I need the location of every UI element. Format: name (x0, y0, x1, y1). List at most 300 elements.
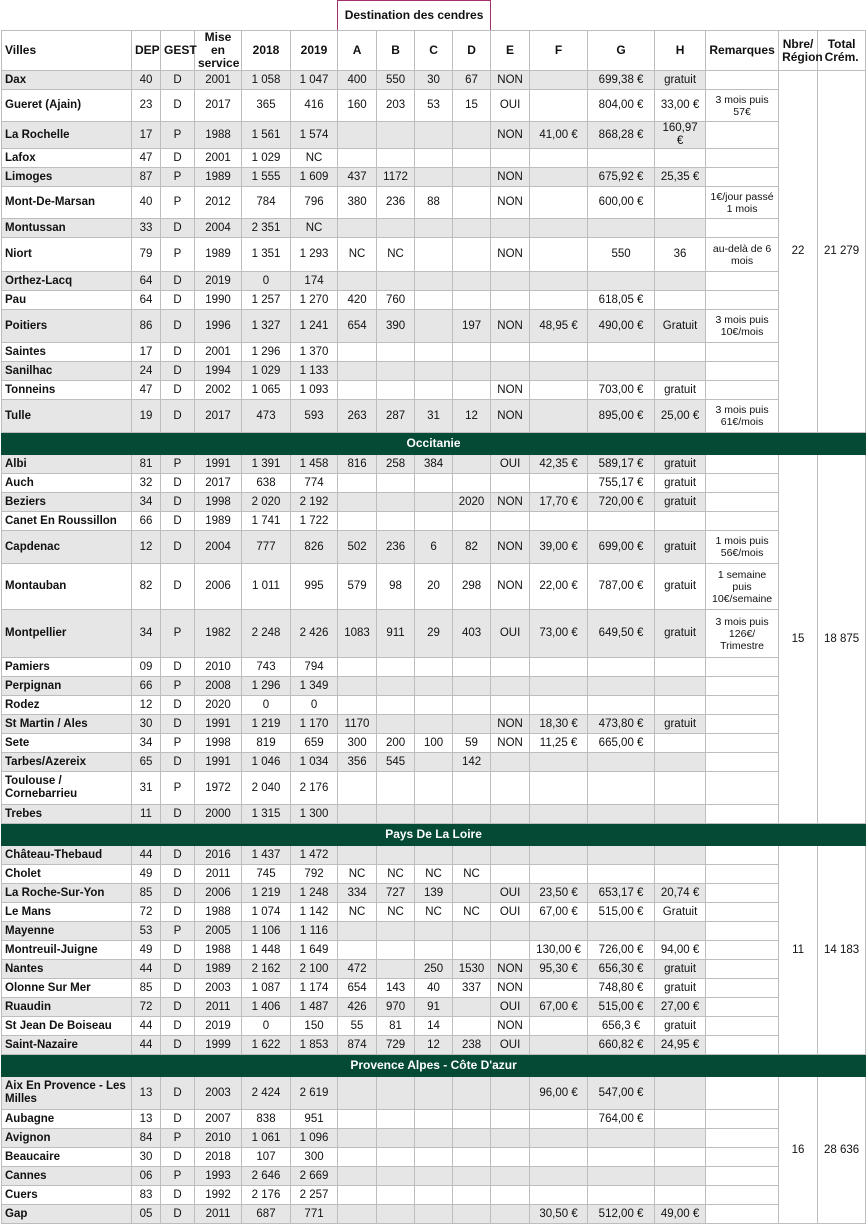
cell-gest: D (161, 805, 195, 824)
cell-a (338, 772, 377, 805)
cell-ville: Le Mans (2, 903, 132, 922)
cell-ville: La Roche-Sur-Yon (2, 884, 132, 903)
cell-y2019: 2 669 (291, 1167, 338, 1186)
cell-dep: 33 (132, 219, 161, 238)
cell-g (588, 805, 655, 824)
cell-y2018: 1 219 (242, 884, 291, 903)
cell-e (491, 149, 530, 168)
table-row (2, 1017, 866, 1036)
cell-f (530, 753, 588, 772)
cell-dep: 64 (132, 291, 161, 310)
cell-b: NC (377, 865, 415, 884)
cell-mise: 2020 (195, 696, 242, 715)
cell-b: 258 (377, 455, 415, 474)
cell-gest: D (161, 310, 195, 343)
cell-f (530, 658, 588, 677)
cell-f: 130,00 € (530, 941, 588, 960)
table-row (2, 168, 866, 187)
cell-h (655, 922, 706, 941)
cell-h (655, 149, 706, 168)
cell-d: 82 (453, 531, 491, 564)
cell-remarques (706, 734, 779, 753)
cell-d (453, 715, 491, 734)
cell-d (453, 1167, 491, 1186)
cell-ville: Sete (2, 734, 132, 753)
cell-y2018: 1 257 (242, 291, 291, 310)
cell-mise: 1998 (195, 734, 242, 753)
cell-y2018: 1 315 (242, 805, 291, 824)
cell-e: NON (491, 238, 530, 272)
cell-mise: 1991 (195, 753, 242, 772)
cell-nbre-region: 11 (779, 846, 818, 1055)
cell-d: 337 (453, 979, 491, 998)
cell-gest: D (161, 381, 195, 400)
cell-y2018: 1 555 (242, 168, 291, 187)
table-row (2, 1129, 866, 1148)
cell-d (453, 149, 491, 168)
cell-e: OUI (491, 884, 530, 903)
cell-remarques: 1€/jour passé 1 mois (706, 187, 779, 219)
cell-gest: D (161, 564, 195, 610)
cell-b (377, 362, 415, 381)
cell-ville: Rodez (2, 696, 132, 715)
cell-h: gratuit (655, 610, 706, 658)
col-header-ville: Villes (2, 31, 132, 71)
cell-dep: 82 (132, 564, 161, 610)
cell-y2019: 174 (291, 272, 338, 291)
cell-f: 17,70 € (530, 493, 588, 512)
cell-remarques (706, 168, 779, 187)
cell-gest: P (161, 772, 195, 805)
cell-remarques: 3 mois puis 10€/mois (706, 310, 779, 343)
cell-d (453, 1148, 491, 1167)
cell-h (655, 343, 706, 362)
cell-y2019: 1 248 (291, 884, 338, 903)
cell-f (530, 187, 588, 219)
cell-d: 403 (453, 610, 491, 658)
cell-gest: P (161, 677, 195, 696)
cell-mise: 1996 (195, 310, 242, 343)
cell-f (530, 238, 588, 272)
cell-gest: D (161, 753, 195, 772)
cell-c (415, 696, 453, 715)
cell-y2018: 2 248 (242, 610, 291, 658)
cell-ville: Nantes (2, 960, 132, 979)
cell-g (588, 846, 655, 865)
cell-e (491, 272, 530, 291)
cell-b: 760 (377, 291, 415, 310)
cell-y2019: 2 619 (291, 1077, 338, 1110)
cell-dep: 79 (132, 238, 161, 272)
cell-y2019: 1 093 (291, 381, 338, 400)
cell-total-crem: 21 279 (818, 71, 866, 433)
cell-remarques (706, 474, 779, 493)
cell-y2018: 107 (242, 1148, 291, 1167)
cell-y2018: 819 (242, 734, 291, 753)
cell-mise: 2003 (195, 1077, 242, 1110)
cell-gest: D (161, 941, 195, 960)
cell-e: NON (491, 122, 530, 149)
cell-dep: 12 (132, 531, 161, 564)
cell-y2018: 838 (242, 1110, 291, 1129)
cell-f (530, 979, 588, 998)
cell-ville: Tarbes/Azereix (2, 753, 132, 772)
cell-ville: Cannes (2, 1167, 132, 1186)
cell-gest: P (161, 122, 195, 149)
cell-dep: 05 (132, 1205, 161, 1224)
cell-ville: Niort (2, 238, 132, 272)
cell-y2018: 1 391 (242, 455, 291, 474)
cell-d (453, 1017, 491, 1036)
cell-remarques (706, 696, 779, 715)
cell-remarques (706, 865, 779, 884)
cell-dep: 24 (132, 362, 161, 381)
table-row (2, 531, 866, 564)
cell-remarques (706, 219, 779, 238)
cell-ville: Château-Thebaud (2, 846, 132, 865)
cell-h (655, 1186, 706, 1205)
cell-gest: D (161, 884, 195, 903)
cell-b (377, 805, 415, 824)
cell-b: 143 (377, 979, 415, 998)
cell-e: NON (491, 400, 530, 433)
cell-f (530, 71, 588, 90)
cell-h: 36 (655, 238, 706, 272)
cell-y2018: 1 029 (242, 149, 291, 168)
cell-gest: D (161, 658, 195, 677)
cell-y2019: 1 116 (291, 922, 338, 941)
cell-mise: 2012 (195, 187, 242, 219)
cell-c: 53 (415, 90, 453, 122)
cell-e (491, 805, 530, 824)
cell-dep: 53 (132, 922, 161, 941)
cell-mise: 2011 (195, 865, 242, 884)
cell-c (415, 381, 453, 400)
cell-a: 263 (338, 400, 377, 433)
cell-mise: 2007 (195, 1110, 242, 1129)
cell-g: 490,00 € (588, 310, 655, 343)
cell-d: 197 (453, 310, 491, 343)
table-row (2, 979, 866, 998)
cell-y2019: 774 (291, 474, 338, 493)
cell-h (655, 846, 706, 865)
cell-c (415, 474, 453, 493)
cell-d (453, 291, 491, 310)
cell-d (453, 187, 491, 219)
cell-g (588, 512, 655, 531)
cell-f (530, 1036, 588, 1055)
cell-h (655, 1077, 706, 1110)
cell-dep: 84 (132, 1129, 161, 1148)
cell-c: 20 (415, 564, 453, 610)
table-row (2, 512, 866, 531)
cell-remarques (706, 291, 779, 310)
cell-gest: D (161, 291, 195, 310)
table-row (2, 1148, 866, 1167)
cell-c: NC (415, 865, 453, 884)
cell-dep: 44 (132, 846, 161, 865)
cell-ville: Tulle (2, 400, 132, 433)
cell-dep: 34 (132, 734, 161, 753)
cell-a: 816 (338, 455, 377, 474)
table-row (2, 696, 866, 715)
cell-y2018: 777 (242, 531, 291, 564)
cell-ville: Trebes (2, 805, 132, 824)
cell-y2018: 1 074 (242, 903, 291, 922)
cell-mise: 2003 (195, 979, 242, 998)
cell-c: 6 (415, 531, 453, 564)
cell-f (530, 219, 588, 238)
cell-d: 238 (453, 1036, 491, 1055)
cell-remarques (706, 493, 779, 512)
col-header-f: F (530, 31, 588, 71)
cell-g: 755,17 € (588, 474, 655, 493)
cell-d (453, 1129, 491, 1148)
cell-remarques (706, 455, 779, 474)
cell-remarques (706, 381, 779, 400)
cell-h: gratuit (655, 455, 706, 474)
cell-g: 649,50 € (588, 610, 655, 658)
table-row (2, 610, 866, 658)
cell-a: 579 (338, 564, 377, 610)
cell-dep: 06 (132, 1167, 161, 1186)
cell-y2018: 2 176 (242, 1186, 291, 1205)
cell-remarques: 3 mois puis 61€/mois (706, 400, 779, 433)
cell-gest: D (161, 979, 195, 998)
cell-dep: 44 (132, 1017, 161, 1036)
cell-b: NC (377, 238, 415, 272)
cell-dep: 44 (132, 960, 161, 979)
cell-y2019: 1 487 (291, 998, 338, 1017)
cell-remarques (706, 715, 779, 734)
cell-h (655, 753, 706, 772)
cell-g: 726,00 € (588, 941, 655, 960)
cell-c (415, 219, 453, 238)
cell-gest: D (161, 512, 195, 531)
cell-remarques: 1 semaine puis 10€/semaine (706, 564, 779, 610)
cell-y2019: 1 270 (291, 291, 338, 310)
cell-ville: Saintes (2, 343, 132, 362)
cremation-table (1, 0, 866, 1224)
cell-c: 29 (415, 610, 453, 658)
table-row (2, 941, 866, 960)
col-header-a: A (338, 31, 377, 71)
cell-y2018: 1 087 (242, 979, 291, 998)
cell-f (530, 1110, 588, 1129)
cell-y2019: 796 (291, 187, 338, 219)
cell-remarques (706, 1129, 779, 1148)
table-row (2, 903, 866, 922)
cell-y2018: 0 (242, 1017, 291, 1036)
cell-c (415, 1148, 453, 1167)
table-row (2, 734, 866, 753)
cell-d (453, 677, 491, 696)
cell-h: 25,00 € (655, 400, 706, 433)
cell-ville: Capdenac (2, 531, 132, 564)
cell-g: 515,00 € (588, 903, 655, 922)
cell-b: 81 (377, 1017, 415, 1036)
cell-b: 1172 (377, 168, 415, 187)
cell-y2018: 1 351 (242, 238, 291, 272)
cell-b: 729 (377, 1036, 415, 1055)
cell-c (415, 677, 453, 696)
cell-e (491, 512, 530, 531)
cell-g (588, 772, 655, 805)
cell-h (655, 696, 706, 715)
cell-e (491, 846, 530, 865)
cell-c (415, 1205, 453, 1224)
cell-g: 473,80 € (588, 715, 655, 734)
cell-b: 727 (377, 884, 415, 903)
cell-f (530, 291, 588, 310)
cell-e (491, 362, 530, 381)
cell-y2018: 1 061 (242, 1129, 291, 1148)
cell-c (415, 272, 453, 291)
cell-y2018: 687 (242, 1205, 291, 1224)
cell-nbre-region: 22 (779, 71, 818, 433)
cell-ville: Aubagne (2, 1110, 132, 1129)
cell-mise: 2004 (195, 531, 242, 564)
cell-dep: 13 (132, 1110, 161, 1129)
cell-h: 25,35 € (655, 168, 706, 187)
cell-h: gratuit (655, 493, 706, 512)
cell-h: gratuit (655, 715, 706, 734)
cell-remarques (706, 979, 779, 998)
cell-y2019: 2 100 (291, 960, 338, 979)
cell-b (377, 696, 415, 715)
cell-e: NON (491, 381, 530, 400)
cell-b (377, 658, 415, 677)
cell-h (655, 1167, 706, 1186)
cell-dep: 49 (132, 941, 161, 960)
cell-ville: St Jean De Boiseau (2, 1017, 132, 1036)
cell-gest: D (161, 1148, 195, 1167)
cell-f (530, 168, 588, 187)
cell-g: 547,00 € (588, 1077, 655, 1110)
cell-a: 420 (338, 291, 377, 310)
cell-dep: 19 (132, 400, 161, 433)
cell-a: 356 (338, 753, 377, 772)
cell-e: NON (491, 734, 530, 753)
cell-a (338, 272, 377, 291)
cell-a: 472 (338, 960, 377, 979)
cell-mise: 2010 (195, 1129, 242, 1148)
cell-y2018: 1 011 (242, 564, 291, 610)
cell-dep: 31 (132, 772, 161, 805)
cell-c (415, 493, 453, 512)
cell-total-crem: 14 183 (818, 846, 866, 1055)
cell-ville: Gap (2, 1205, 132, 1224)
cell-b (377, 1186, 415, 1205)
cell-dep: 83 (132, 1186, 161, 1205)
cell-y2019: 300 (291, 1148, 338, 1167)
cell-e: OUI (491, 90, 530, 122)
cell-y2019: 1 170 (291, 715, 338, 734)
cell-y2018: 1 219 (242, 715, 291, 734)
cell-g: 675,92 € (588, 168, 655, 187)
cell-h: gratuit (655, 531, 706, 564)
cell-remarques (706, 1017, 779, 1036)
cell-c (415, 1186, 453, 1205)
cell-y2019: 995 (291, 564, 338, 610)
cell-mise: 2001 (195, 71, 242, 90)
cell-y2018: 1 327 (242, 310, 291, 343)
cell-c (415, 122, 453, 149)
cell-gest: D (161, 960, 195, 979)
region-title: Provence Alpes - Côte D'azur (2, 1055, 866, 1077)
cell-gest: D (161, 1186, 195, 1205)
cell-ville: Auch (2, 474, 132, 493)
cell-b: 236 (377, 187, 415, 219)
cell-y2019: 1 293 (291, 238, 338, 272)
cell-a (338, 1205, 377, 1224)
cell-mise: 2017 (195, 90, 242, 122)
cell-total-crem: 28 636 (818, 1077, 866, 1224)
table-row (2, 90, 866, 122)
cell-mise: 1988 (195, 941, 242, 960)
cell-dep: 49 (132, 865, 161, 884)
cell-y2018: 1 046 (242, 753, 291, 772)
cell-f (530, 90, 588, 122)
cell-d (453, 941, 491, 960)
cell-remarques (706, 903, 779, 922)
cell-remarques (706, 998, 779, 1017)
cell-h: 160,97 € (655, 122, 706, 149)
cell-mise: 2001 (195, 149, 242, 168)
cell-mise: 2004 (195, 219, 242, 238)
cell-gest: D (161, 1036, 195, 1055)
cell-ville: Beaucaire (2, 1148, 132, 1167)
cell-b (377, 343, 415, 362)
cell-h: 94,00 € (655, 941, 706, 960)
table-body (2, 71, 866, 1224)
table-row (2, 677, 866, 696)
cell-f (530, 922, 588, 941)
cell-d (453, 1110, 491, 1129)
cell-y2019: 2 426 (291, 610, 338, 658)
cell-remarques (706, 362, 779, 381)
cell-g (588, 1148, 655, 1167)
cell-d: 2020 (453, 493, 491, 512)
cell-dep: 81 (132, 455, 161, 474)
cell-a: 874 (338, 1036, 377, 1055)
cell-b (377, 677, 415, 696)
cell-dep: 47 (132, 381, 161, 400)
cell-e (491, 1205, 530, 1224)
cell-b (377, 846, 415, 865)
cell-mise: 1982 (195, 610, 242, 658)
cell-a: 426 (338, 998, 377, 1017)
cell-y2018: 1 058 (242, 71, 291, 90)
cell-f: 22,00 € (530, 564, 588, 610)
cell-d (453, 922, 491, 941)
cell-e: OUI (491, 903, 530, 922)
cell-e (491, 1148, 530, 1167)
cell-e (491, 1129, 530, 1148)
cell-y2019: 416 (291, 90, 338, 122)
cell-mise: 1998 (195, 493, 242, 512)
cell-c (415, 291, 453, 310)
cell-e (491, 865, 530, 884)
cell-ville: Mayenne (2, 922, 132, 941)
cell-ville: Gueret (Ajain) (2, 90, 132, 122)
cell-mise: 2018 (195, 1148, 242, 1167)
cell-h (655, 291, 706, 310)
table-row (2, 362, 866, 381)
cell-f: 18,30 € (530, 715, 588, 734)
cell-dep: 85 (132, 979, 161, 998)
cell-g (588, 658, 655, 677)
